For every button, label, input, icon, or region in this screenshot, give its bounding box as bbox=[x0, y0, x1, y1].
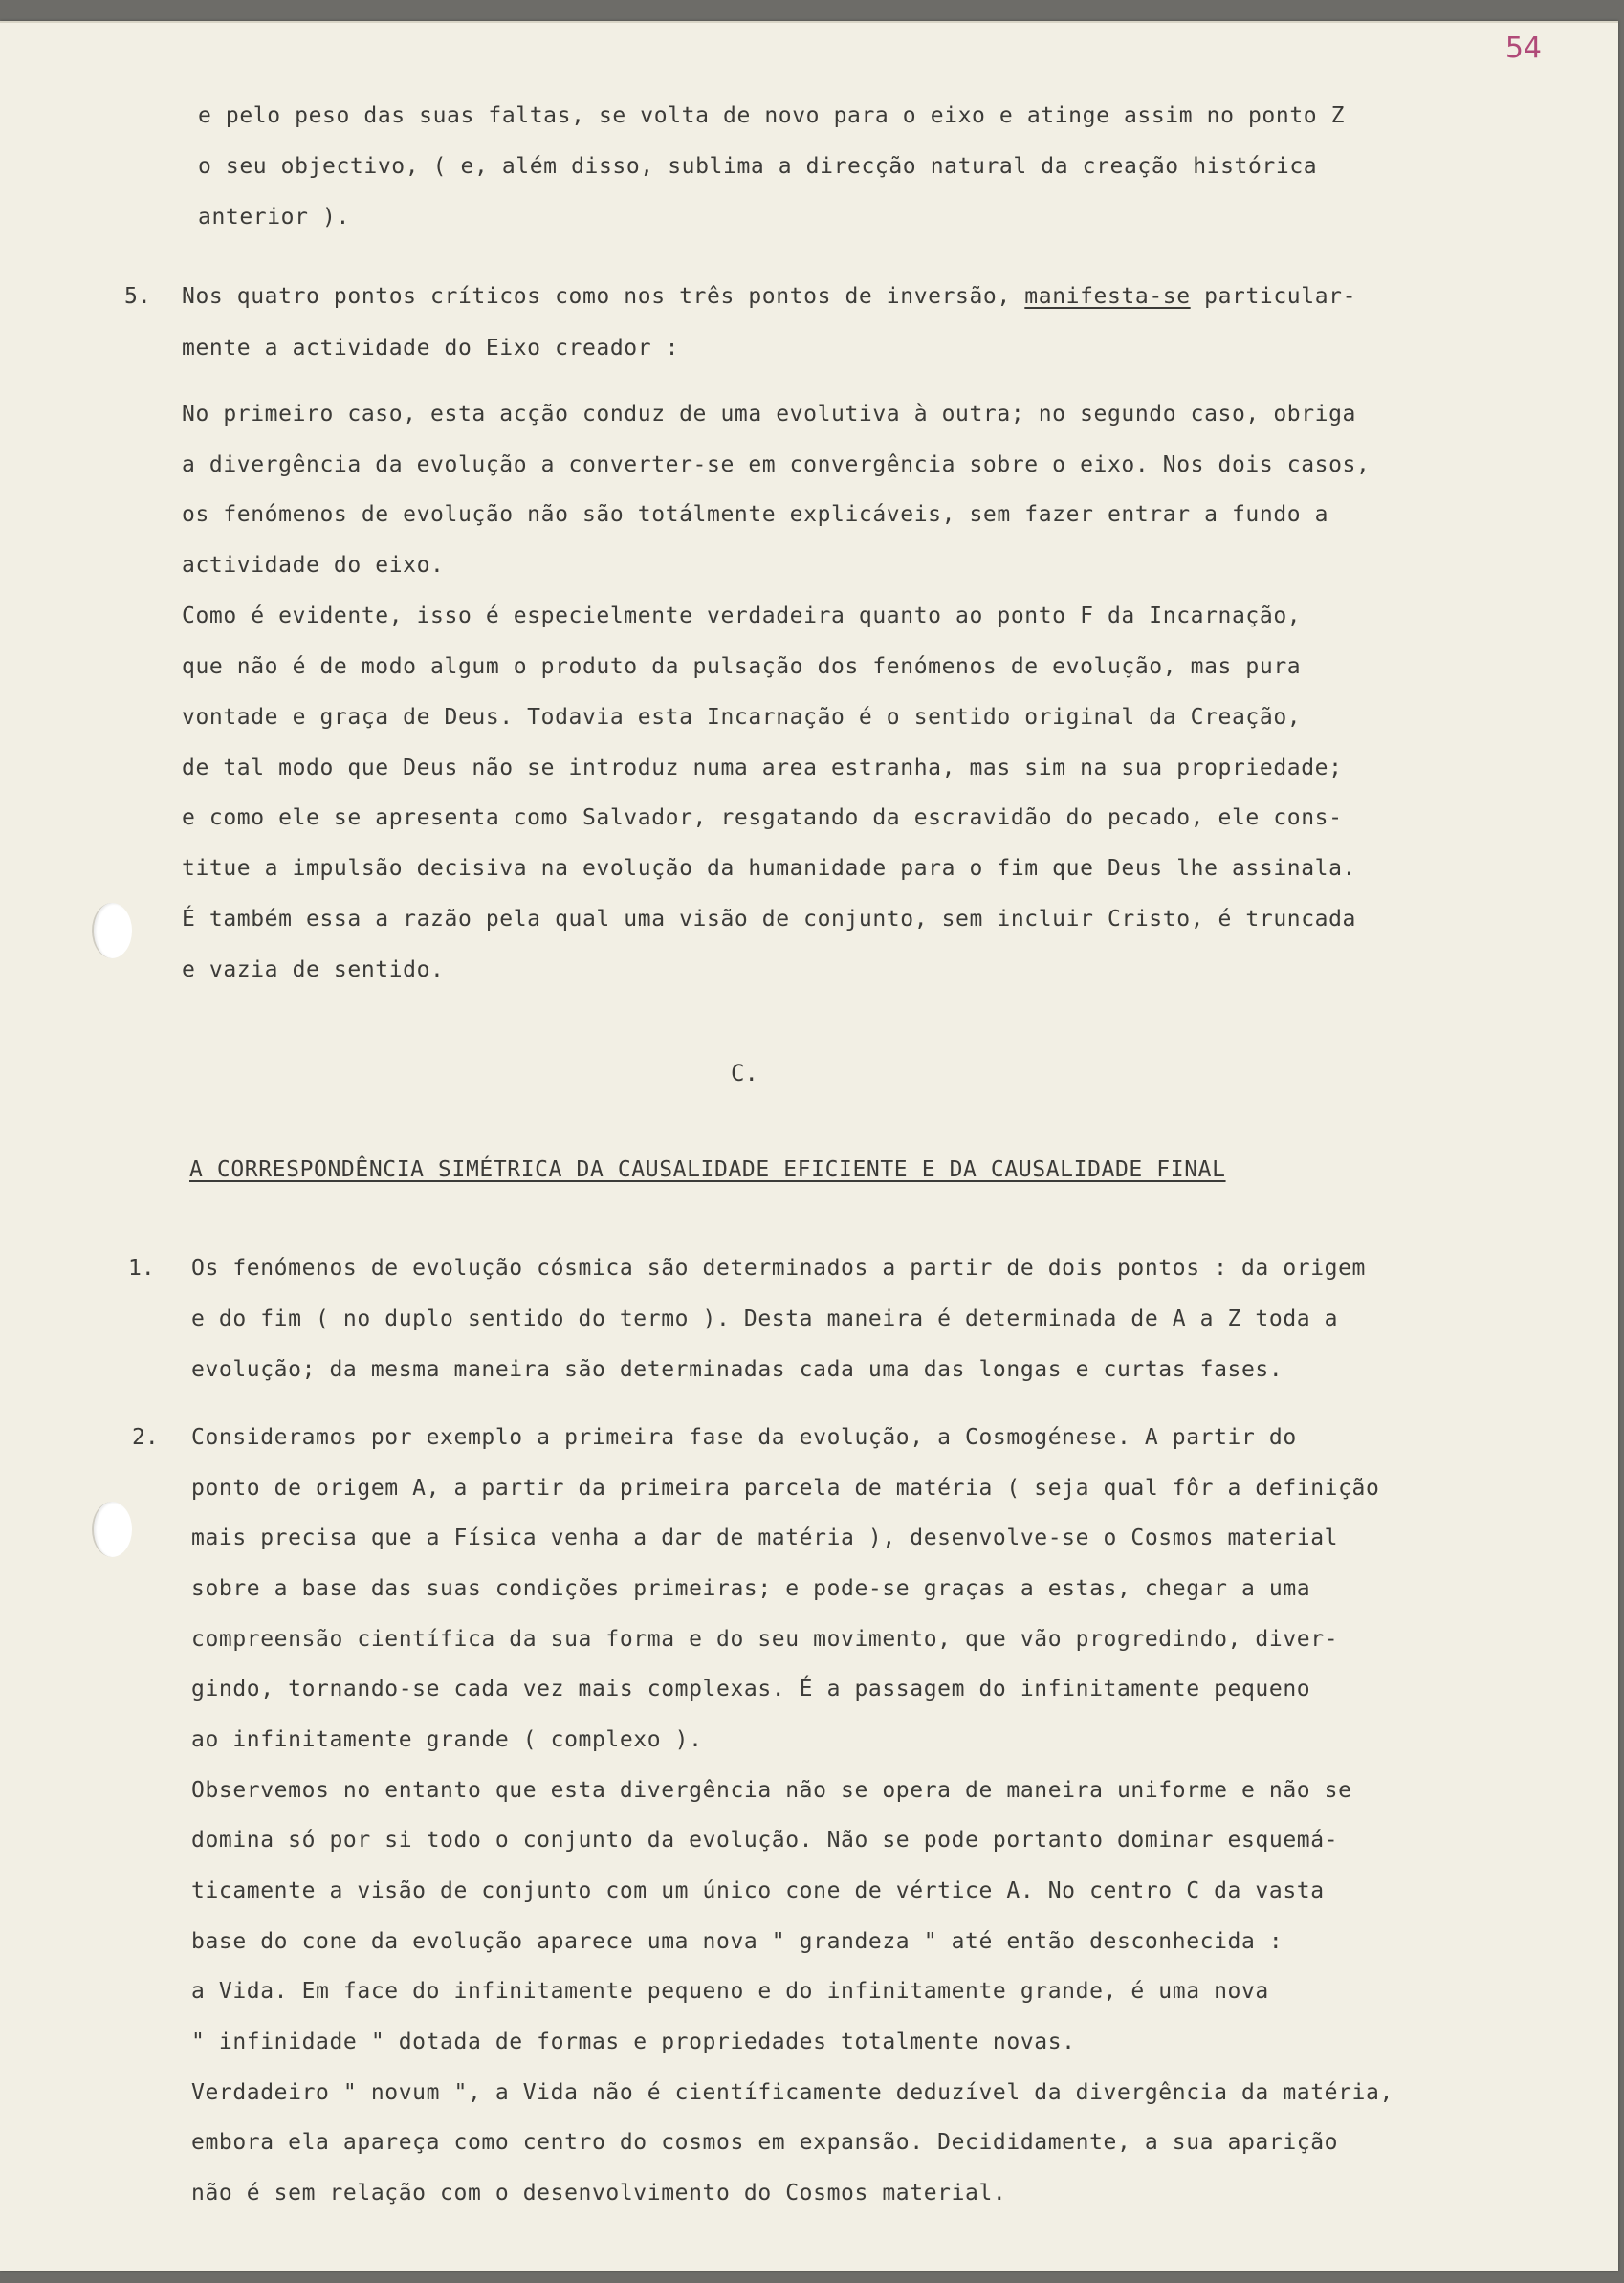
continuation-line: o seu objectivo, ( e, além disso, sublima a direcção natural da creação histórica bbox=[198, 154, 1318, 179]
point-1-line: Os fenómenos de evolução cósmica são determinados a partir de dois pontos : da origem bbox=[191, 1256, 1367, 1281]
paragraph-line: de tal modo que Deus não se introduz numa area estranha, mas sim na sua propriedade; bbox=[182, 756, 1343, 780]
document-page bbox=[0, 21, 1618, 2271]
point-2-line: Observemos no entanto que esta divergência não se opera de maneira uniforme e não se bbox=[191, 1778, 1352, 1803]
section-title: A CORRESPONDÊNCIA SIMÉTRICA DA CAUSALIDADE EFICIENTE E DA CAUSALIDADE FINAL bbox=[189, 1157, 1226, 1182]
point-2-line: compreensão científica da sua forma e do seu movimento, que vão progredindo, diver- bbox=[191, 1627, 1339, 1652]
point-2-number: 2. bbox=[132, 1425, 159, 1450]
point-2-line: ao infinitamente grande ( complexo ). bbox=[191, 1727, 703, 1752]
page-number: 54 bbox=[1504, 32, 1542, 65]
point-2-line: ponto de origem A, a partir da primeira parcela de matéria ( seja qual fôr a definição bbox=[191, 1476, 1380, 1501]
point-2-line: base do cone da evolução aparece uma nova " grandeza " até então desconhecida : bbox=[191, 1929, 1284, 1954]
point-2-line: domina só por si todo o conjunto da evolução. Não se pode portanto dominar esquemá- bbox=[191, 1828, 1339, 1853]
paragraph-line: a divergência da evolução a converter-se em convergência sobre o eixo. Nos dois casos, bbox=[182, 452, 1371, 477]
punch-hole-top bbox=[92, 903, 132, 958]
point-2-line: sobre a base das suas condições primeiras; e pode-se graças a estas, chegar a uma bbox=[191, 1576, 1311, 1601]
point-2-line: gindo, tornando-se cada vez mais complexas. É a passagem do infinitamente pequeno bbox=[191, 1677, 1311, 1701]
paragraph-line: e como ele se apresenta como Salvador, resgatando da escravidão do pecado, ele cons- bbox=[182, 805, 1343, 830]
point-2-line: embora ela apareça como centro do cosmos em expansão. Decididamente, a sua aparição bbox=[191, 2130, 1339, 2155]
paragraph-line: Como é evidente, isso é especielmente verdadeira quanto ao ponto F da Incarnação, bbox=[182, 604, 1302, 628]
punch-hole-bottom bbox=[92, 1502, 132, 1557]
paragraph-line: titue a impulsão decisiva na evolução da humanidade para o fim que Deus lhe assinala. bbox=[182, 856, 1357, 881]
paragraph-line: É também essa a razão pela qual uma visão de conjunto, sem incluir Cristo, é truncada bbox=[182, 907, 1357, 932]
paragraph-line: e vazia de sentido. bbox=[182, 957, 445, 982]
continuation-line: anterior ). bbox=[198, 205, 350, 230]
paragraph-line: os fenómenos de evolução não são totálmente explicáveis, sem fazer entrar a fundo a bbox=[182, 502, 1329, 527]
page-top-edge bbox=[0, 21, 1618, 23]
paragraph-line: No primeiro caso, esta acção conduz de uma evolutiva à outra; no segundo caso, obriga bbox=[182, 402, 1357, 427]
paragraph-line: que não é de modo algum o produto da pulsação dos fenómenos de evolução, mas pura bbox=[182, 654, 1302, 679]
point-2-line: mais precisa que a Física venha a dar de matéria ), desenvolve-se o Cosmos material bbox=[191, 1526, 1339, 1550]
point-2-line: " infinidade " dotada de formas e propriedades totalmente novas. bbox=[191, 2030, 1076, 2054]
point-5-text: Nos quatro pontos críticos como nos três pontos de inversão, bbox=[182, 284, 1011, 309]
point-2-line: não é sem relação com o desenvolvimento do Cosmos material. bbox=[191, 2181, 1007, 2206]
point-1-line: e do fim ( no duplo sentido do termo ). Desta maneira é determinada de A a Z toda a bbox=[191, 1306, 1339, 1331]
point-5-underlined: manifesta-se bbox=[1024, 284, 1191, 309]
point-2-line: Consideramos por exemplo a primeira fase da evolução, a Cosmogénese. A partir do bbox=[191, 1425, 1297, 1450]
point-1-line: evolução; da mesma maneira são determinadas cada uma das longas e curtas fases. bbox=[191, 1357, 1284, 1382]
continuation-line: e pelo peso das suas faltas, se volta de novo para o eixo e atinge assim no ponto Z bbox=[198, 103, 1346, 128]
point-5-line: mente a actividade do Eixo creador : bbox=[182, 336, 680, 361]
paragraph-line: actividade do eixo. bbox=[182, 553, 445, 578]
point-5-text: particular- bbox=[1204, 284, 1357, 309]
paragraph-line: vontade e graça de Deus. Todavia esta Incarnação é o sentido original da Creação, bbox=[182, 705, 1302, 730]
section-letter: C. bbox=[731, 1060, 758, 1087]
point-2-line: Verdadeiro " novum ", a Vida não é científicamente deduzível da divergência da matéria, bbox=[191, 2080, 1394, 2105]
point-5-line bbox=[182, 286, 1356, 308]
point-1-number: 1. bbox=[128, 1256, 155, 1281]
point-2-line: ticamente a visão de conjunto com um único cone de vértice A. No centro C da vasta bbox=[191, 1878, 1325, 1903]
point-2-line: a Vida. Em face do infinitamente pequeno e do infinitamente grande, é uma nova bbox=[191, 1979, 1269, 2004]
point-5-number: 5. bbox=[124, 284, 151, 309]
